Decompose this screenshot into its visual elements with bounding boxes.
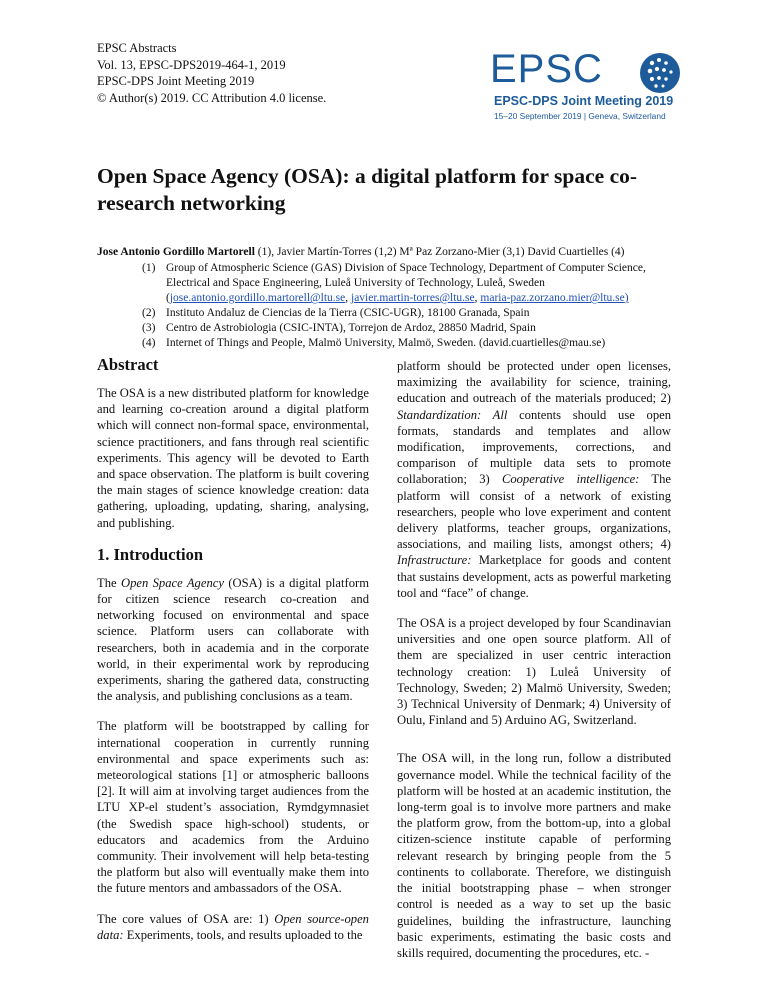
body-paragraph: The OSA is a project developed by four Scandinavian universities and one open source platform. All of them are specialized in user centric interaction technology creation: 1) Luleå University of Technology, Sweden; 2) Malmö University, Sweden; 3) Technical University of Denmark; 4) University of Oulu, Finland and 5) Arduino AG, Switzerland.	[397, 616, 671, 728]
paper-title: Open Space Agency (OSA): a digital platform for space co-research networking	[97, 164, 638, 215]
affiliations	[142, 261, 646, 351]
lead-author: Jose Antonio Gordillo Martorell	[97, 246, 255, 258]
globe-icon	[630, 50, 682, 96]
epsc-logo	[490, 46, 702, 132]
abstract-text: The OSA is a new distributed platform for knowledge and learning co-creation around a digital platform which will connect non-formal space, environmental, science practitioners, and fans through real scientific experiments. This agency will be devoted to Earth and space observation. The platform is built covering the main stages of science knowledge creation: data gathering, uploading, updating, sharing, analysing, and publishing.	[97, 386, 369, 530]
affiliation-item: (2) Instituto Andaluz de Ciencias de la Tierra (CSIC-UGR), 18100 Granada, Spain	[142, 307, 530, 319]
introduction-heading: 1. Introduction	[97, 544, 204, 564]
left-column	[97, 355, 369, 957]
email-link[interactable]: maria-paz.zorzano.mier@ltu.se	[480, 292, 625, 304]
logo-subtitle: EPSC-DPS Joint Meeting 2019	[494, 94, 674, 108]
email-link[interactable]: jose.antonio.gordillo.martorell@ltu.se	[169, 292, 346, 304]
affiliation-item: Electrical and Space Engineering, Luleå University of Technology, Luleå, Sweden	[166, 277, 545, 289]
affiliation-emails: (jose.antonio.gordillo.martorell@ltu.se, javier.martin-torres@ltu.se, maria-paz.zorzano.mier@ltu.se)	[166, 292, 629, 304]
abstract-header	[97, 40, 326, 106]
abstract-heading: Abstract	[97, 355, 159, 374]
logo-dates: 15–20 September 2019 | Geneva, Switzerland	[494, 111, 666, 121]
header-line: EPSC-DPS Joint Meeting 2019	[97, 74, 255, 89]
body-paragraph: The OSA will, in the long run, follow a distributed governance model. While the technical facility of the platform will be hosted at an academic institution, the long-term goal is to involve more partners and make the platform grow, from the bottom-up, into a global citizen-science institute capable of performing relevant research by bringing people from the 5 continents to collaborate. Therefore, we distinguish the initial bootstrapping phase – when stronger control is needed as a way to set up the basic guidelines, building the infrastructure, launching basic experiments, estimating the basic costs and skills required, documenting the procedures, etc. -	[397, 751, 671, 960]
affiliation-item: (1) Group of Atmospheric Science (GAS) Division of Space Technology, Department of Computer Science,	[142, 262, 646, 274]
right-column	[397, 358, 671, 975]
header-line: EPSC Abstracts	[97, 41, 177, 55]
affiliation-item: (4) Internet of Things and People, Malmö University, Malmö, Sweden. (david.cuartielles@mau.se)	[142, 337, 606, 349]
other-authors: (1), Javier Martín-Torres (1,2) Mª Paz Zorzano-Mier (3,1) David Cuartielles (4)	[254, 246, 625, 258]
intro-paragraph: The platform will be bootstrapped by calling for international cooperation in currently running environmental and space experiments such as: meteorological stations [1] or atmospheric balloons [2]. It will aim at involving target audiences from the LTU XP-el student’s association, Rymdgymnasiet (the Swedish space high-school) students, or educators and academics from the Arduino community. Their involvement will help beta-testing the platform but also will eventually make them into the future mentors and ambassadors of the OSA.	[97, 719, 369, 896]
body-paragraph: platform should be protected under open licenses, maximizing the availability for science, training, education and outreach of the materials produced; 2) Standardization: All contents should use open formats, standards and templates and allow modification, improvements, corrections, and comparison of multiple data sets to promote collaboration; 3) Cooperative intelligence: The platform will consist of a network of existing researchers, people who love experiment and content delivery platforms, teacher groups, organizations, associations, and mailing lists, amongst others; 4) Infrastructure: Marketplace for goods and content that sustains development, acts as powerful marketing tool and “face” of change.	[397, 359, 672, 600]
intro-paragraph: The core values of OSA are: 1) Open source-open data: Experiments, tools, and results uploaded to the	[97, 911, 369, 942]
header-line: © Author(s) 2019. CC Attribution 4.0 license.	[97, 90, 327, 105]
intro-paragraph: The Open Space Agency (OSA) is a digital platform for citizen science research co-creation and networking focused on environmental and space science. Platform users can collaborate with researchers, both in academia and in the corporate world, in their experimental work by reproducing experiments, sharing the gathered data, constructing the analysis, and publishing conclusions as a team.	[97, 575, 369, 704]
affiliation-item: (3) Centro de Astrobiologia (CSIC-INTA), Torrejon de Ardoz, 28850 Madrid, Spain	[142, 322, 536, 334]
email-link[interactable]: javier.martin-torres@ltu.se	[351, 292, 475, 304]
header-line: Vol. 13, EPSC-DPS2019-464-1, 2019	[97, 57, 286, 72]
logo-wordmark: EPSC	[490, 47, 603, 91]
author-list	[97, 246, 625, 258]
